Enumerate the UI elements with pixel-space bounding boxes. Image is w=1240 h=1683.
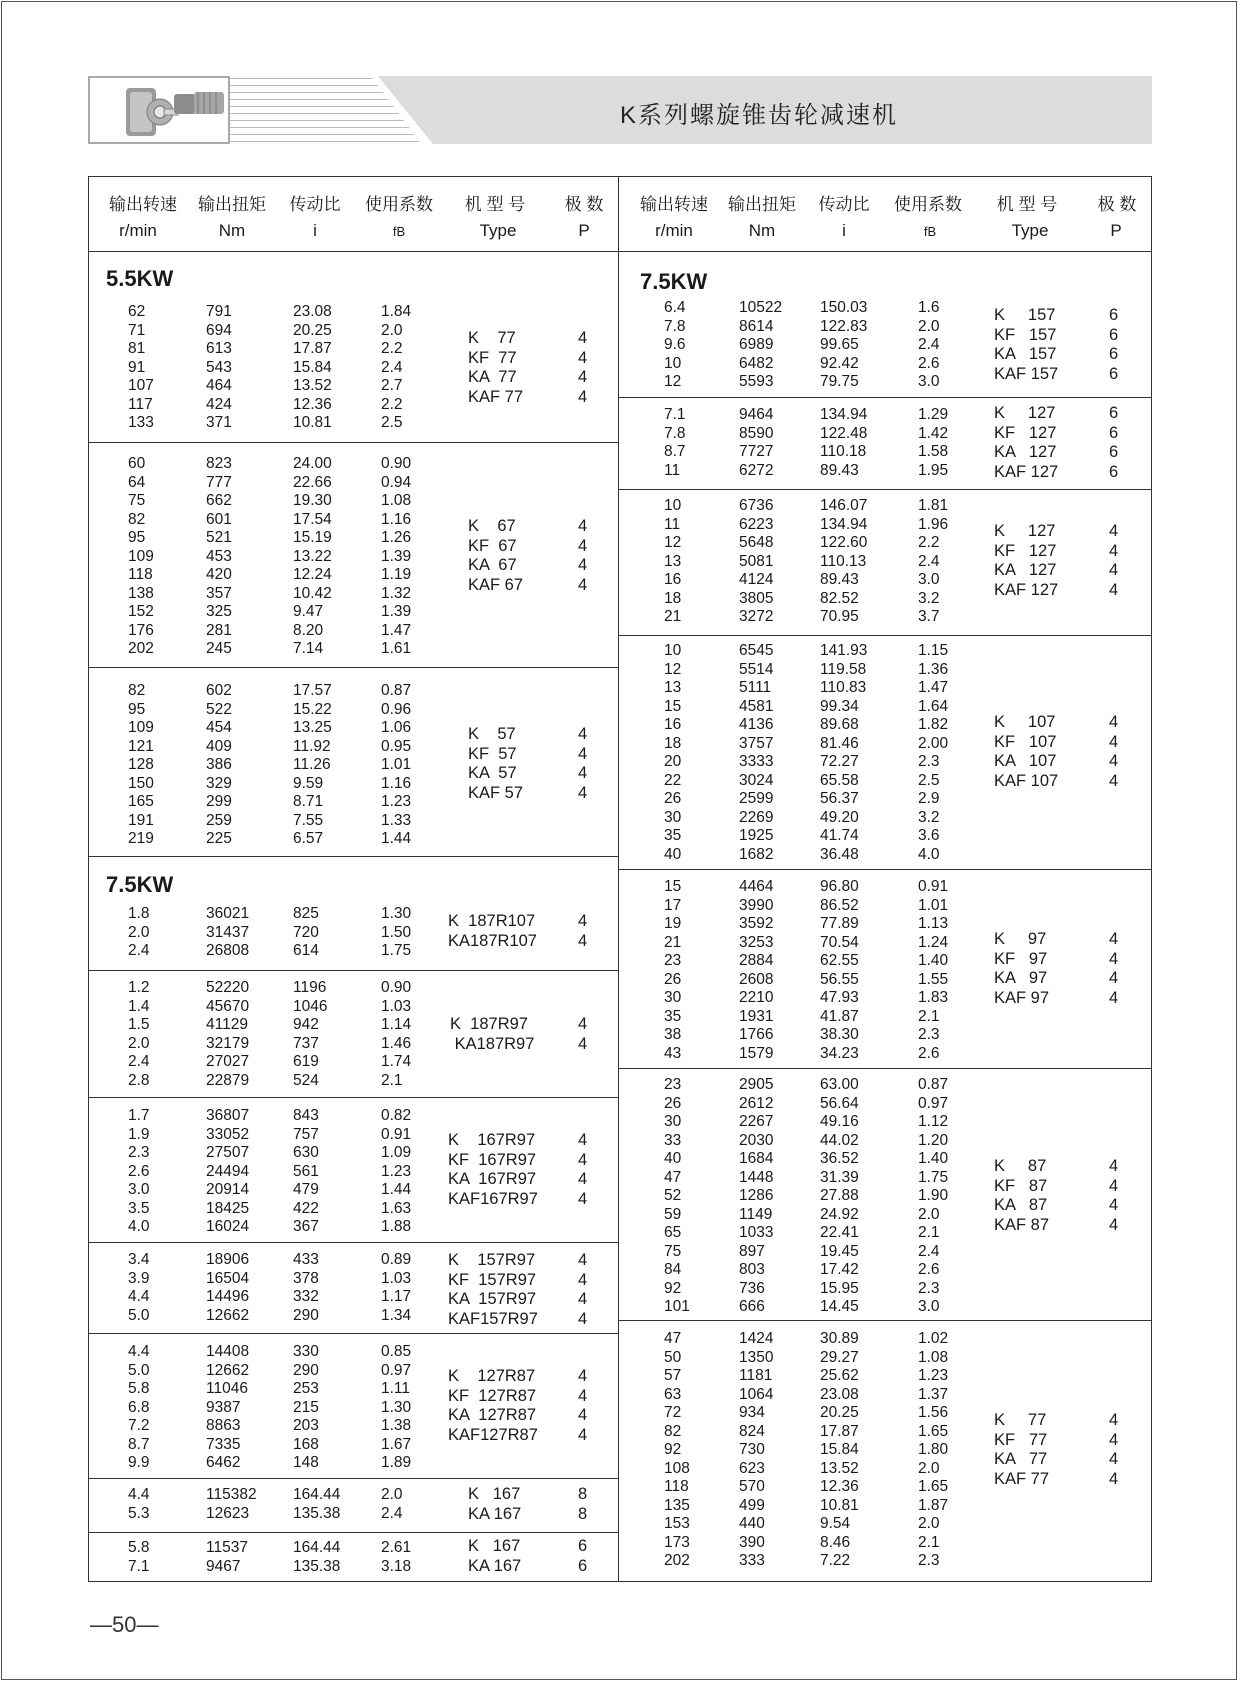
cell-torque: 9464 8590 7727 6272	[739, 406, 774, 479]
header-ratio-right: 传动比	[818, 195, 870, 214]
cell-torque: 6736 6223 5648 5081 4124 3805 3272	[739, 497, 774, 625]
left-group-separator	[88, 1478, 619, 1479]
cell-ratio: 150.03 122.83 99.65 92.42 79.75	[820, 299, 868, 390]
cell-poles: 8 8	[578, 1485, 588, 1523]
cell-speed: 7.1 7.8 8.7 11	[664, 406, 686, 479]
cell-speed: 3.4 3.9 4.4 5.0	[128, 1251, 150, 1324]
cell-ratio: 1196 1046 942 737 619 524	[293, 979, 328, 1089]
cell-torque: 6545 5514 5111 4581 4136 3757 3333 3024 2599 2269 1925 1682	[739, 642, 774, 863]
left-group-separator	[88, 1097, 619, 1098]
cell-type: K 127R87 KF 127R87 KA 127R87 KAF127R87	[448, 1367, 538, 1444]
cell-poles: 4 4 4 4	[1109, 1411, 1119, 1488]
cell-ratio: 30.89 29.27 25.62 23.08 20.25 17.87 15.84 13.52 12.36 10.81 9.54 8.46 7.22	[820, 1330, 859, 1569]
cell-type: K 87 KF 87 KA 87 KAF 87	[994, 1157, 1050, 1234]
cell-ratio: 134.94 122.48 110.18 89.43	[820, 406, 868, 479]
unit-poles-right: P	[1110, 221, 1122, 240]
header-type-left: 机 型 号	[464, 195, 526, 214]
header-speed-left: 输出转速	[109, 195, 177, 214]
right-group-separator	[618, 489, 1152, 490]
cell-factor: 0.87 0.96 1.06 0.95 1.01 1.16 1.23 1.33 1.44	[381, 682, 412, 847]
left-group-separator	[88, 856, 619, 857]
cell-factor: 1.29 1.42 1.58 1.95	[918, 406, 949, 479]
cell-torque: 1424 1350 1181 1064 934 824 730 623 570 499 440 390 333	[739, 1330, 774, 1569]
cell-speed: 6.4 7.8 9.6 10 12	[664, 299, 686, 390]
cell-type: K 127 KF 127 KA 127 KAF 127	[994, 522, 1059, 599]
cell-speed: 1.7 1.9 2.3 2.6 3.0 3.5 4.0	[128, 1107, 150, 1235]
section-title-7-5kw-left: 7.5KW	[106, 872, 174, 897]
cell-factor: 1.30 1.50 1.75	[381, 905, 412, 959]
section-title-7-5kw-right: 7.5KW	[640, 269, 708, 294]
unit-torque-left: Nm	[218, 221, 246, 240]
cell-poles: 4 4	[578, 1015, 588, 1053]
header-poles-left: 极 数	[564, 195, 604, 214]
unit-factor-left: fB	[392, 224, 406, 239]
cell-factor: 1.84 2.0 2.2 2.4 2.7 2.2 2.5	[381, 303, 412, 431]
cell-type: K 127 KF 127 KA 127 KAF 127	[994, 404, 1059, 481]
left-group-separator	[88, 970, 619, 971]
cell-type: K 77 KF 77 KA 77 KAF 77	[994, 1411, 1050, 1488]
cell-factor: 0.89 1.03 1.17 1.34	[381, 1251, 412, 1324]
cell-factor: 0.82 0.91 1.09 1.23 1.44 1.63 1.88	[381, 1107, 412, 1235]
cell-torque: 11537 9467	[206, 1539, 248, 1575]
cell-ratio: 24.00 22.66 19.30 17.54 15.19 13.22 12.24 10.42 9.47 8.20 7.14	[293, 455, 332, 657]
right-group-separator	[618, 635, 1152, 636]
cell-poles: 6 6 6 6	[1109, 306, 1119, 383]
cell-factor: 2.61 3.18	[381, 1539, 412, 1575]
cell-type: K 107 KF 107 KA 107 KAF 107	[994, 713, 1059, 790]
cell-factor: 0.87 0.97 1.12 1.20 1.40 1.75 1.90 2.0 2.1 2.4 2.6 2.3 3.0	[918, 1076, 949, 1315]
cell-torque: 36021 31437 26808	[206, 905, 250, 959]
cell-speed: 1.2 1.4 1.5 2.0 2.4 2.8	[128, 979, 150, 1089]
cell-poles: 4 4 4 4	[1109, 930, 1119, 1007]
unit-ratio-left: i	[313, 221, 317, 240]
cell-type: K 157R97 KF 157R97 KA 157R97 KAF157R97	[448, 1251, 538, 1328]
cell-ratio: 141.93 119.58 110.83 99.34 89.68 81.46 72.27 65.58 56.37 49.20 41.74 36.48	[820, 642, 868, 863]
cell-factor: 1.15 1.36 1.47 1.64 1.82 2.00 2.3 2.5 2.9 3.2 3.6 4.0	[918, 642, 949, 863]
cell-type: K 57 KF 57 KA 57 KAF 57	[468, 725, 524, 802]
cell-speed: 60 64 75 82 95 109 118 138 152 176 202	[128, 455, 154, 657]
cell-poles: 4 4 4 4	[578, 329, 588, 406]
cell-ratio: 17.57 15.22 13.25 11.92 11.26 9.59 8.71 7.55 6.57	[293, 682, 332, 847]
cell-type: K 187R97 KA187R97	[450, 1015, 535, 1053]
cell-factor: 0.85 0.97 1.11 1.30 1.38 1.67 1.89	[381, 1343, 412, 1471]
cell-factor: 1.02 1.08 1.23 1.37 1.56 1.65 1.80 2.0 1.65 1.87 2.0 2.1 2.3	[918, 1330, 949, 1569]
left-group-separator	[88, 667, 619, 668]
cell-speed: 4.4 5.0 5.8 6.8 7.2 8.7 9.9	[128, 1343, 150, 1471]
cell-factor: 0.90 0.94 1.08 1.16 1.26 1.39 1.19 1.32 1.39 1.47 1.61	[381, 455, 412, 657]
cell-ratio: 825 720 614	[293, 905, 319, 959]
table-column-divider	[618, 176, 619, 1582]
cell-poles: 4 4 4 4	[578, 1251, 588, 1328]
cell-speed: 10 11 12 13 16 18 21	[664, 497, 682, 625]
cell-speed: 5.8 7.1	[128, 1539, 150, 1575]
cell-torque: 2905 2612 2267 2030 1684 1448 1286 1149 1033 897 803 736 666	[739, 1076, 774, 1315]
right-group-separator	[618, 1320, 1152, 1321]
cell-poles: 4 4 4 4	[578, 725, 588, 802]
cell-type: K 97 KF 97 KA 97 KAF 97	[994, 930, 1050, 1007]
cell-type: K 157 KF 157 KA 157 KAF 157	[994, 306, 1059, 383]
left-group-separator	[88, 1333, 619, 1334]
gear-reducer-photo-icon	[88, 76, 230, 144]
cell-speed: 82 95 109 121 128 150 165 191 219	[128, 682, 154, 847]
cell-factor: 1.81 1.96 2.2 2.4 3.0 3.2 3.7	[918, 497, 949, 625]
cell-torque: 791 694 613 543 464 424 371	[206, 303, 232, 431]
header-ratio-left: 传动比	[289, 195, 341, 214]
unit-type-right: Type	[1011, 221, 1049, 240]
cell-speed: 4.4 5.3	[128, 1486, 150, 1522]
cell-factor: 0.91 1.01 1.13 1.24 1.40 1.55 1.83 2.1 2.3 2.6	[918, 878, 949, 1062]
cell-speed: 15 17 19 21 23 26 30 35 38 43	[664, 878, 682, 1062]
unit-ratio-right: i	[842, 221, 846, 240]
left-group-separator	[88, 1532, 619, 1533]
unit-torque-right: Nm	[748, 221, 776, 240]
unit-factor-right: fB	[923, 224, 937, 239]
cell-ratio: 96.80 86.52 77.89 70.54 62.55 56.55 47.93 41.87 38.30 34.23	[820, 878, 859, 1062]
cell-poles: 4 4 4 4	[578, 1131, 588, 1208]
cell-torque: 602 522 454 409 386 329 299 259 225	[206, 682, 232, 847]
cell-torque: 823 777 662 601 521 453 420 357 325 281 245	[206, 455, 232, 657]
cell-torque: 14408 12662 11046 9387 8863 7335 6462	[206, 1343, 250, 1471]
cell-factor: 0.90 1.03 1.14 1.46 1.74 2.1	[381, 979, 412, 1089]
unit-poles-left: P	[578, 221, 590, 240]
cell-type: K 77 KF 77 KA 77 KAF 77	[468, 329, 524, 406]
cell-ratio: 330 290 253 215 203 168 148	[293, 1343, 319, 1471]
header-type-right: 机 型 号	[996, 195, 1058, 214]
cell-torque: 10522 8614 6989 6482 5593	[739, 299, 783, 390]
cell-torque: 52220 45670 41129 32179 27027 22879	[206, 979, 250, 1089]
cell-poles: 6 6	[578, 1537, 588, 1575]
cell-ratio: 164.44 135.38	[293, 1539, 341, 1575]
right-group-separator	[618, 869, 1152, 870]
cell-type: K 167 KA 167	[468, 1485, 522, 1523]
header-torque-right: 输出扭矩	[728, 195, 796, 214]
section-title-5-5kw: 5.5KW	[106, 266, 174, 291]
cell-speed: 23 26 30 33 40 47 52 59 65 75 84 92 101	[664, 1076, 690, 1315]
cell-ratio: 63.00 56.64 49.16 44.02 36.52 31.39 27.88 24.92 22.41 19.45 17.42 15.95 14.45	[820, 1076, 859, 1315]
cell-ratio: 433 378 332 290	[293, 1251, 319, 1324]
cell-type: K 187R107 KA187R107	[448, 912, 537, 950]
cell-speed: 62 71 81 91 107 117 133	[128, 303, 154, 431]
page-number: —50—	[90, 1612, 159, 1637]
right-group-separator	[618, 397, 1152, 398]
cell-poles: 4 4 4 4	[1109, 1157, 1119, 1234]
unit-speed-right: r/min	[655, 221, 693, 240]
cell-type: K 167 KA 167	[468, 1537, 522, 1575]
cell-ratio: 843 757 630 561 479 422 367	[293, 1107, 319, 1235]
table-header-rule	[88, 251, 1152, 252]
cell-speed: 1.8 2.0 2.4	[128, 905, 150, 959]
cell-ratio: 164.44 135.38	[293, 1486, 341, 1522]
cell-poles: 4 4 4 4	[578, 1367, 588, 1444]
cell-torque: 115382 12623	[206, 1486, 257, 1522]
unit-type-left: Type	[479, 221, 517, 240]
cell-poles: 6 6 6 6	[1109, 404, 1119, 481]
cell-factor: 1.6 2.0 2.4 2.6 3.0	[918, 299, 940, 390]
cell-type: K 167R97 KF 167R97 KA 167R97 KAF167R97	[448, 1131, 538, 1208]
cell-torque: 4464 3990 3592 3253 2884 2608 2210 1931 1766 1579	[739, 878, 774, 1062]
left-group-separator	[88, 1242, 619, 1243]
cell-factor: 2.0 2.4	[381, 1486, 403, 1522]
cell-torque: 36807 33052 27507 24494 20914 18425 16024	[206, 1107, 250, 1235]
unit-speed-left: r/min	[119, 221, 157, 240]
cell-poles: 4 4	[578, 912, 588, 950]
cell-ratio: 23.08 20.25 17.87 15.84 13.52 12.36 10.81	[293, 303, 332, 431]
cell-speed: 47 50 57 63 72 82 92 108 118 135 153 173 202	[664, 1330, 690, 1569]
right-group-separator	[618, 1068, 1152, 1069]
cell-poles: 4 4 4 4	[1109, 522, 1119, 599]
header-poles-right: 极 数	[1097, 195, 1137, 214]
cell-poles: 4 4 4 4	[578, 517, 588, 594]
header-factor-right: 使用系数	[894, 195, 962, 214]
page-title: K系列螺旋锥齿轮减速机	[620, 102, 899, 129]
cell-speed: 10 12 13 15 16 18 20 22 26 30 35 40	[664, 642, 682, 863]
header-factor-left: 使用系数	[365, 195, 433, 214]
cell-type: K 67 KF 67 KA 67 KAF 67	[468, 517, 524, 594]
header-torque-left: 输出扭矩	[198, 195, 266, 214]
cell-ratio: 146.07 134.94 122.60 110.13 89.43 82.52 70.95	[820, 497, 868, 625]
cell-torque: 18906 16504 14496 12662	[206, 1251, 250, 1324]
header-speed-right: 输出转速	[640, 195, 708, 214]
left-group-separator	[88, 442, 619, 443]
cell-poles: 4 4 4 4	[1109, 713, 1119, 790]
